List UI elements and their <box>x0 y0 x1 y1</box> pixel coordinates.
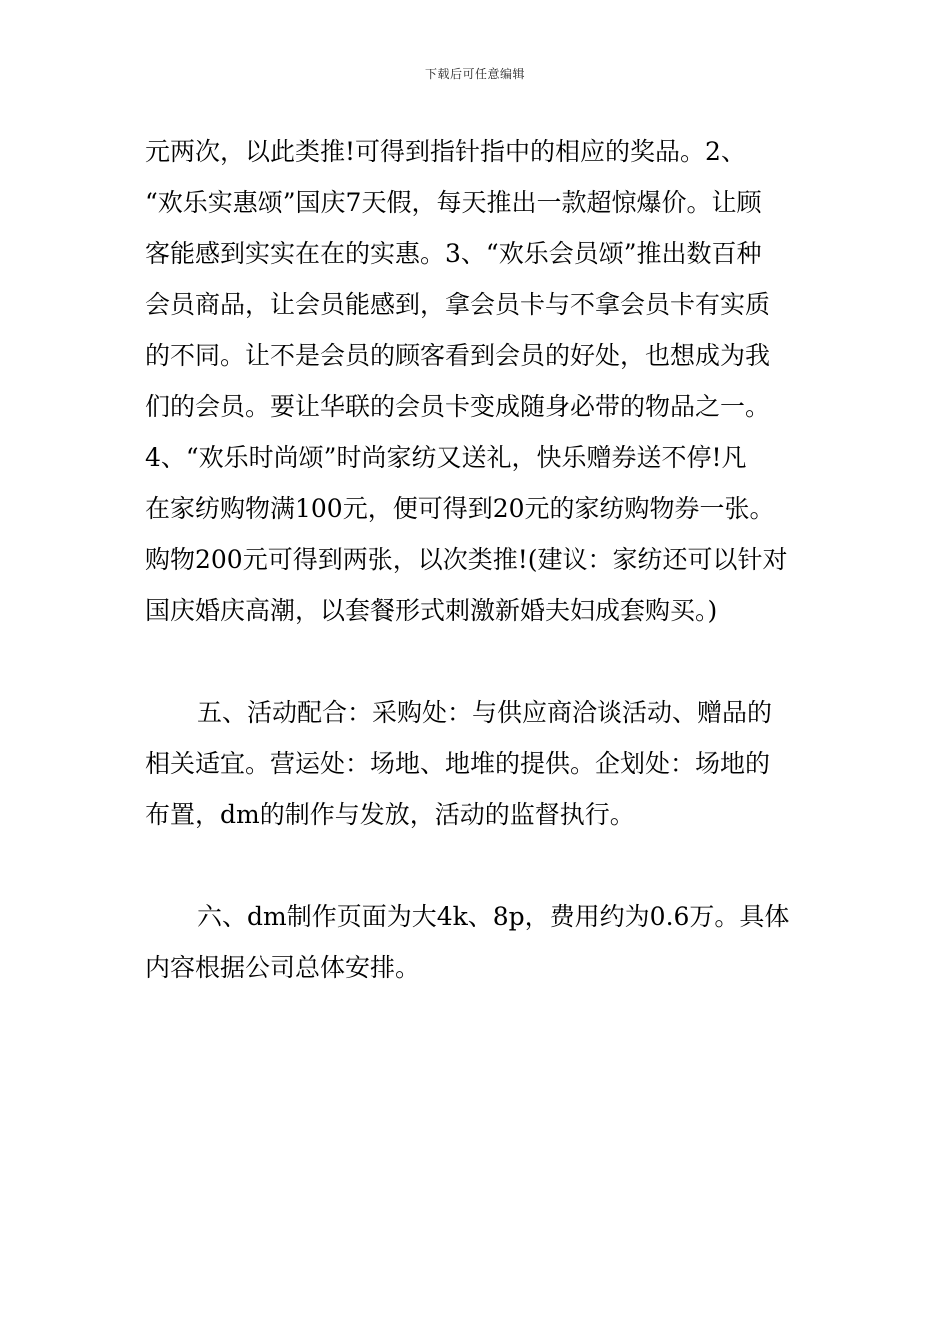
text-line: 客能感到实实在在的实惠。3、“欢乐会员颂”推出数百种 <box>145 239 762 268</box>
text-line: 布置，dm的制作与发放，活动的监督执行。 <box>145 800 635 829</box>
text-line: 们的会员。要让华联的会员卡变成随身必带的物品之一。 <box>145 392 771 421</box>
text-line: 的不同。让不是会员的顾客看到会员的好处，也想成为我 <box>145 341 771 370</box>
paragraph-promotions <box>145 126 835 636</box>
text-line: 元两次，以此类推!可得到指针指中的相应的奖品。2、 <box>145 137 746 166</box>
text-line: 内容根据公司总体安排。 <box>145 953 421 982</box>
text-line: 相关适宜。营运处：场地、地堆的提供。企划处：场地的 <box>145 749 771 778</box>
text-line: 购物200元可得到两张，以次类推!(建议：家纺还可以针对 <box>145 545 788 574</box>
document-body <box>145 126 835 993</box>
text-line: 国庆婚庆高潮，以套餐形式刺激新婚夫妇成套购买。) <box>145 596 718 625</box>
text-line: 五、活动配合：采购处：与供应商洽谈活动、赠品的 <box>197 698 773 727</box>
text-line: 在家纺购物满100元，便可得到20元的家纺购物券一张。 <box>145 494 775 523</box>
paragraph-spacer <box>145 636 835 687</box>
paragraph-activity-coordination <box>145 687 835 840</box>
text-line: 六、dm制作页面为大4k、8p，费用约为0.6万。具体 <box>197 902 790 931</box>
paragraph-spacer <box>145 840 835 891</box>
text-line: “欢乐实惠颂”国庆7天假，每天推出一款超惊爆价。让顾 <box>145 188 762 217</box>
paragraph-dm-production <box>145 891 835 993</box>
page-header: 下载后可任意编辑 <box>424 67 525 81</box>
text-line: 4、“欢乐时尚颂”时尚家纺又送礼，快乐赠券送不停!凡 <box>145 443 747 472</box>
text-line: 会员商品，让会员能感到，拿会员卡与不拿会员卡有实质 <box>145 290 771 319</box>
